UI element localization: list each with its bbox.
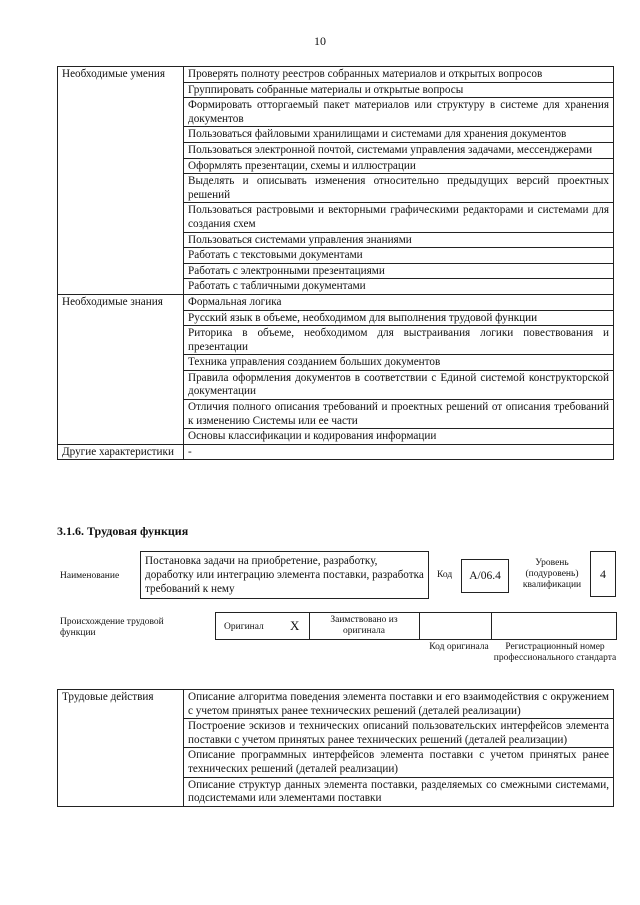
- original-label: Оригинал: [224, 622, 264, 632]
- level-label: Уровень (подуровень) квалификации: [522, 558, 582, 590]
- skills-item: Проверять полноту реестров собранных материалов и открытых вопросов: [184, 67, 614, 83]
- page-number: 10: [314, 34, 326, 48]
- skills-item: Техника управления созданием больших документов: [184, 355, 614, 371]
- skills-row: [58, 444, 614, 460]
- skills-row: [58, 67, 614, 83]
- skills-item: Русский язык в объеме, необходимом для выполнения трудовой функции: [184, 310, 614, 326]
- skills-item: Группировать собранные материалы и открытые вопросы: [184, 82, 614, 98]
- actions-item: Построение эскизов и технических описаний пользовательских интерфейсов элемента поставки с учетом принятых ранее технических решений (деталей реализации): [184, 719, 614, 748]
- code-value: A/06.4: [469, 570, 501, 582]
- skills-item: Отличия полного описания требований и проектных решений от описания требований к изменению Системы или ее части: [184, 400, 614, 429]
- skills-item: Работать с текстовыми документами: [184, 248, 614, 264]
- code-label: Код: [437, 570, 453, 580]
- origin-divider-2: [419, 613, 420, 639]
- section-title: 3.1.6. Трудовая функция: [57, 524, 189, 538]
- skills-knowledge-table: [57, 66, 614, 460]
- actions-row: [58, 690, 614, 719]
- skills-item: -: [184, 444, 614, 460]
- skills-item: Пользоваться растровыми и векторными графическими редакторами и системами для создания схем: [184, 203, 614, 232]
- skills-item: Пользоваться файловыми хранилищами и системами для хранения документов: [184, 127, 614, 143]
- origin-divider-3: [491, 613, 492, 639]
- code-original-label: Код оригинала: [429, 642, 489, 652]
- skills-label: Необходимые умения: [58, 67, 184, 295]
- actions-item: Описание структур данных элемента поставки, разделяемых со смежными системами, подсистемами или элементами поставки: [184, 777, 614, 806]
- actions-item: Описание алгоритма поведения элемента поставки и его взаимодействия с окружением с учетом принятых ранее технических решений (деталей реализации): [184, 690, 614, 719]
- skills-item: Работать с табличными документами: [184, 279, 614, 295]
- skills-item: Работать с электронными презентациями: [184, 263, 614, 279]
- labor-actions-table: [57, 689, 614, 807]
- function-name-value: Постановка задачи на приобретение, разработку, доработку или интеграцию элемента поставки, разработка требований к нему: [145, 555, 424, 595]
- actions-item: Описание программных интерфейсов элемента поставки с учетом принятых ранее технических решений (деталей реализации): [184, 748, 614, 777]
- code-box: [461, 559, 509, 593]
- level-value: 4: [600, 567, 606, 581]
- skills-item: Оформлять презентации, схемы и иллюстрации: [184, 158, 614, 174]
- skills-item: Пользоваться электронной почтой, системами управления задачами, мессенджерами: [184, 142, 614, 158]
- skills-label: Необходимые знания: [58, 294, 184, 444]
- function-name-box: [140, 551, 429, 599]
- actions-label: Трудовые действия: [58, 690, 184, 807]
- borrowed-label: Заимствовано из оригинала: [330, 615, 398, 636]
- skills-item: Пользоваться системами управления знаниями: [184, 232, 614, 248]
- origin-divider-1: [309, 613, 310, 639]
- skills-item: Формальная логика: [184, 294, 614, 310]
- skills-item: Выделять и описывать изменения относительно предыдущих версий проектных решений: [184, 174, 614, 203]
- name-label: Наименование: [60, 571, 120, 581]
- skills-label: Другие характеристики: [58, 444, 184, 460]
- original-mark: X: [290, 618, 300, 633]
- skills-row: [58, 294, 614, 310]
- skills-item: Риторика в объеме, необходимом для выстраивания логики повествования и презентации: [184, 326, 614, 355]
- reg-number-label: Регистрационный номер профессионального стандарта: [493, 642, 617, 663]
- origin-table: [215, 612, 617, 640]
- level-box: [590, 551, 616, 597]
- skills-item: Правила оформления документов в соответствии с Единой системой конструкторской документации: [184, 370, 614, 399]
- skills-item: Основы классификации и кодирования информации: [184, 429, 614, 445]
- skills-item: Формировать отторгаемый пакет материалов или структуру в системе для хранения документов: [184, 98, 614, 127]
- origin-label: Происхождение трудовой функции: [60, 617, 164, 638]
